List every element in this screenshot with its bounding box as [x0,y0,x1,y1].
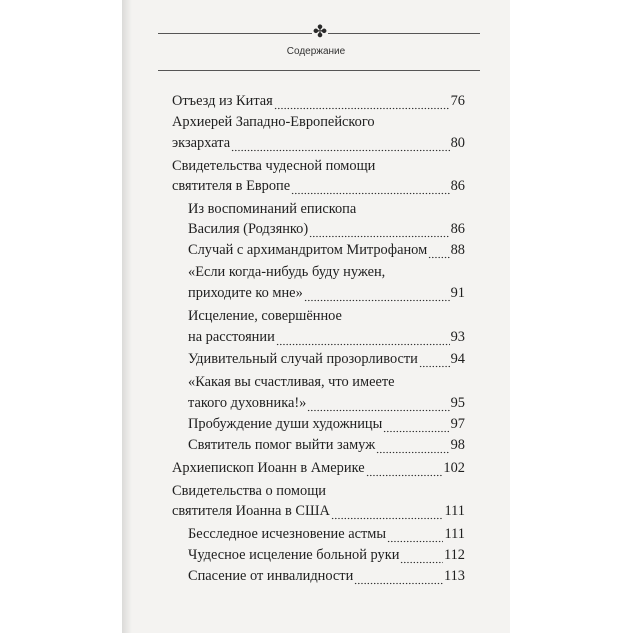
toc-entry [172,178,465,198]
toc-entry [188,285,465,305]
toc-entry-title: Василия (Родзянко) [188,221,309,237]
toc-entry [188,437,465,457]
toc-entry-title: Пробуждение души художницы [188,416,383,432]
toc-entry [188,264,465,284]
toc-leader [366,463,443,477]
toc-leader [274,96,450,110]
toc-leader [428,245,449,259]
toc-page-number: 76 [450,93,465,109]
toc-entry [188,221,465,241]
running-header-title: Содержание [286,46,346,57]
toc-entry [172,93,465,113]
book-page [122,0,510,633]
toc-entry-title: Случай с архимандритом Митрофаном [188,242,428,258]
toc-entry [172,114,465,134]
table-of-contents [122,0,510,600]
toc-entry [188,374,465,394]
toc-leader [383,419,449,433]
toc-page-number: 102 [443,460,465,476]
toc-entry [188,568,465,588]
toc-entry-title: Свидетельства чудесной помощи [172,158,376,174]
toc-entry-title: такого духовника!» [188,395,307,411]
toc-page-number: 88 [450,242,465,258]
toc-entry-title: святителя в Европе [172,178,291,194]
toc-leader [400,550,442,564]
toc-leader [304,288,450,302]
toc-page-number: 112 [443,547,465,563]
toc-entry-title: Из воспоминаний епископа [188,201,357,217]
toc-entry [188,416,465,436]
toc-page-number: 111 [444,526,465,542]
toc-entry [188,351,465,371]
toc-entry-title: приходите ко мне» [188,285,303,301]
toc-entry-title: на расстоянии [188,329,275,345]
toc-leader [276,332,450,346]
toc-entry [188,329,465,349]
toc-entry [172,483,465,503]
toc-leader [419,354,450,368]
toc-entry-title: святителя Иоанна в США [172,503,330,519]
toc-leader [307,398,449,412]
toc-entry [188,526,465,546]
toc-page-number: 80 [450,135,465,151]
toc-leader [331,506,444,520]
toc-leader [231,138,449,152]
toc-page-number: 95 [450,395,465,411]
toc-leader [354,571,443,585]
toc-page-number: 94 [450,351,465,367]
toc-entry-title: Чудесное исцеление больной руки [188,547,400,563]
toc-entry-title: Архиерей Западно-Европейского [172,114,375,130]
toc-page-number: 86 [450,178,465,194]
toc-entry [172,135,465,155]
toc-entry-title: Святитель помог выйти замуж [188,437,376,453]
toc-leader [309,224,449,238]
toc-page-number: 93 [450,329,465,345]
toc-page-number: 86 [450,221,465,237]
toc-entry [188,308,465,328]
toc-entry [188,242,465,262]
toc-entry-title: экзархата [172,135,231,151]
toc-entry-title: Отъезд из Китая [172,93,273,109]
toc-page-number: 111 [444,503,465,519]
toc-entry [172,503,465,523]
toc-entry-title: Свидетельства о помощи [172,483,326,499]
toc-entry-title: «Если когда-нибудь буду нужен, [188,264,386,280]
toc-leader [387,529,443,543]
toc-entry-title: Бесследное исчезновение астмы [188,526,387,542]
toc-entry [172,460,465,480]
toc-leader [291,181,449,195]
toc-leader [376,440,449,454]
toc-entry-title: «Какая вы счастливая, что имеете [188,374,395,390]
toc-entry [188,395,465,415]
toc-entry-title: Удивительный случай прозорливости [188,351,418,367]
toc-entry [188,201,465,221]
toc-entry-title: Архиепископ Иоанн в Америке [172,460,365,476]
toc-page-number: 91 [450,285,465,301]
toc-entry-title: Исцеление, совершённое [188,308,342,324]
toc-entry [188,547,465,567]
toc-entry-title: Спасение от инвалидности [188,568,354,584]
toc-page-number: 97 [450,416,465,432]
toc-page-number: 113 [443,568,465,584]
toc-entry [172,158,465,178]
toc-page-number: 98 [450,437,465,453]
cross-ornament-icon: ✤ [312,22,328,41]
